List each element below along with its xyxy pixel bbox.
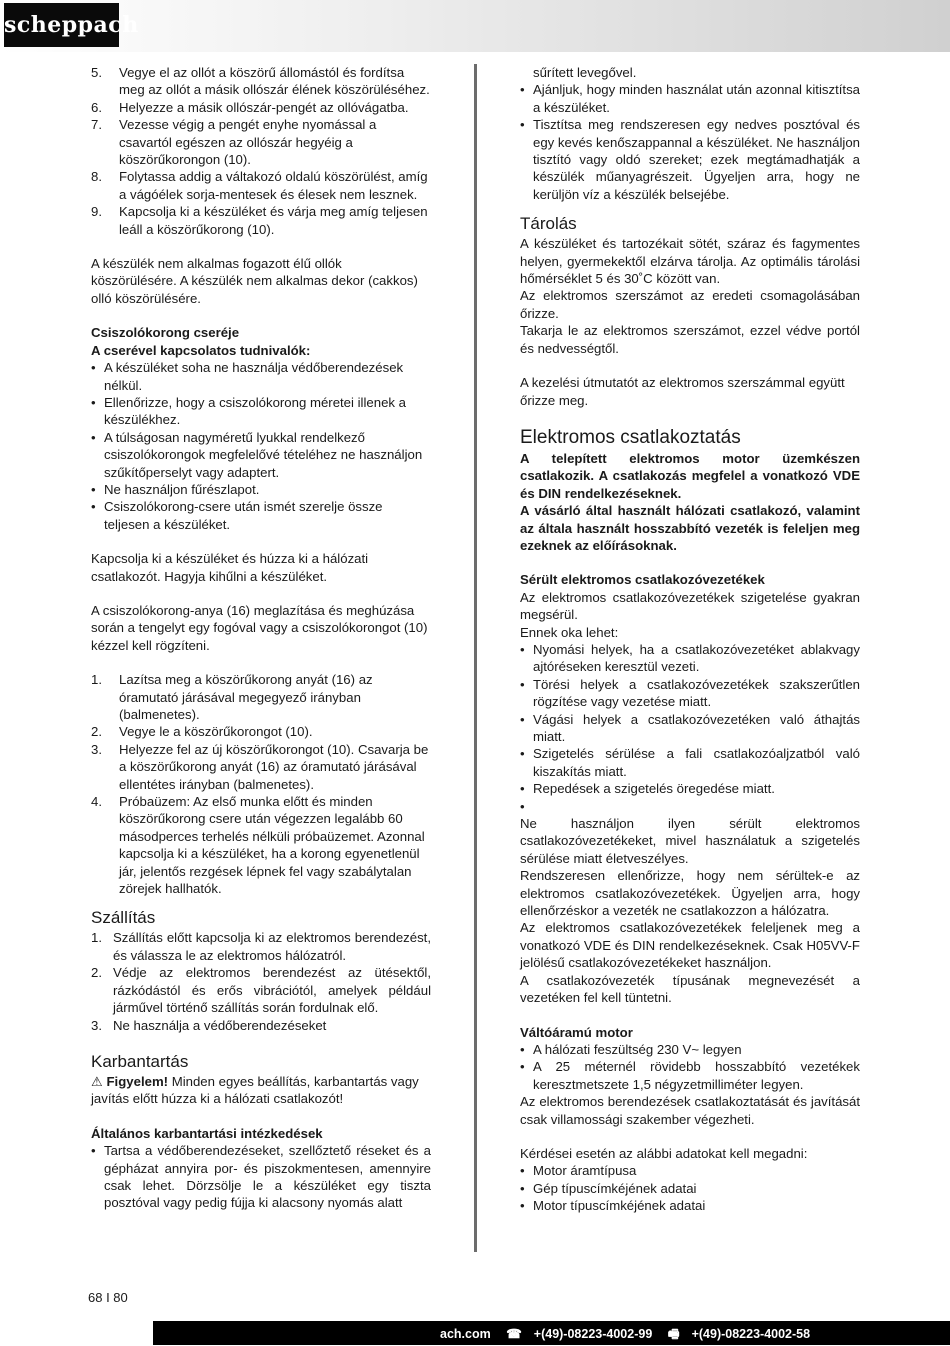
list-item: • Tisztítsa meg rendszeresen egy nedves posztóval és egy kevés kenőszappannal a készüléket. Ne használjon tisztító vagy oldó szereket; ezek megtámadhatják a készülék műanyagrészeit. Ügyeljen arra, hogy ne kerüljön víz a készülék belsejébe. [520, 117, 860, 202]
paragraph: Kapcsolja ki a készüléket és húzza ki a hálózati csatlakozót. Hagyja kihűlni a készüléket. [91, 551, 369, 584]
bullet-list [520, 81, 860, 203]
bullet-list [91, 359, 431, 533]
paragraph: Az elektromos csatlakozóvezetékek feleljenek meg a vonatkozó VDE és DIN rendelkezéseknek. Csak H05VV-F jelölésű csatlakozóvezetékeket használjon. [520, 920, 860, 971]
warning-triangle-icon: ⚠ [91, 1073, 103, 1089]
website-link[interactable]: ach.com [440, 1327, 491, 1341]
list-item: • Vágási helyek a csatlakozóvezetéken való áthajtás miatt. [520, 711, 860, 744]
list-item: 6. Helyezze a másik ollószár-pengét az ollóvágatba. [91, 99, 409, 115]
bullet-list [520, 1041, 860, 1093]
fax-icon: 🖷 [667, 1327, 680, 1341]
bullet-list [520, 1162, 860, 1214]
list-item: 2. Védje az elektromos berendezést az ütésektől, rázkódástól és erős vibrációtól, amelyek például járművel történő szállítás során fordulnak elő. [91, 965, 431, 1016]
column-divider [474, 64, 477, 1252]
list-item: • Ajánljuk, hogy minden használat után azonnal kitisztítsa a készüléket. [520, 82, 860, 115]
paragraph: A készüléket és tartozékait sötét, száraz és fagymentes helyen, gyermekektől elzárva tárolja. Az optimális tárolási hőmérséklet 5 és 30˚C között van. [520, 236, 860, 287]
left-column [91, 64, 431, 1212]
list-item: • Motor áramtípusa [520, 1163, 637, 1179]
list-item: • A 25 méternél rövidebb hosszabbító vezetékek keresztmetszete 1,5 négyzetmilliméter legyen. [520, 1059, 860, 1092]
section-heading-transport: Szállítás [91, 908, 156, 928]
list-item: 7. Vezesse végig a pengét enyhe nyomással a csavartól egészen az ollószár hegyéig a köszörűkorongon (10). [91, 117, 377, 168]
list-item: 5. Vegye el az ollót a köszörű állomástól és fordítsa meg az ollót a másik ollószár élének köszörüléséhez. [91, 65, 430, 98]
brand-logo: scheppach [4, 3, 119, 47]
section-subheading: A cserével kapcsolatos tudnivalók: [91, 342, 311, 358]
page-number: 68 I 80 [88, 1290, 128, 1305]
paragraph: Takarja le az elektromos szerszámot, ezzel védve portól és nedvességtől. [520, 323, 860, 356]
fax-number: +(49)-08223-4002-58 [691, 1327, 811, 1341]
list-item: • A túlságosan nagyméretű lyukkal rendelkező csiszolókorongok megfelelővé tételéhez ne használjon szűkítőperselyt vagy adaptert. [91, 429, 423, 480]
continued-text: sűrített levegővel. [533, 65, 637, 80]
list-item: • Repedések a szigetelés öregedése miatt. [520, 781, 775, 797]
steps-list-b [91, 671, 431, 897]
phone-icon: ☎ [506, 1327, 522, 1341]
list-item: • Csiszolókorong-csere után ismét szerelje össze teljesen a készüléket. [91, 499, 383, 532]
paragraph: A csatlakozóvezeték típusának megnevezését a vezetéken fel kell tüntetni. [520, 972, 860, 1006]
paragraph-bold: A vásárló által használt hálózati csatlakozó, valamint az általa használt hosszabbító vezeték is feleljen meg ezeknek az előírásoknak. [520, 503, 860, 553]
section-heading-maintenance: Karbantartás [91, 1051, 189, 1071]
page-header [0, 0, 950, 52]
list-item: • A hálózati feszültség 230 V~ legyen [520, 1041, 742, 1057]
paragraph: Ne használjon ilyen sérült elektromos csatlakozóvezetékeket, mivel használatuk a szigetelés sérülése miatt életveszélyes. [520, 816, 860, 866]
paragraph: Az elektromos csatlakozóvezetékek szigetelése gyakran megsérül. [520, 589, 860, 623]
section-heading-wheel-change: Csiszolókorong cseréje [91, 325, 240, 341]
warning-paragraph: ⚠ Figyelem! Minden egyes beállítás, karbantartás vagy javítás előtt húzza ki a hálózati csatlakozót! [91, 1073, 419, 1107]
paragraph: Kérdései esetén az alábbi adatokat kell megadni: [520, 1145, 808, 1161]
list-item: 9. Kapcsolja ki a készüléket és várja meg amíg teljesen leáll a köszörűkorong (10). [91, 204, 428, 237]
list-item: 8. Folytassa addig a váltakozó oldalú köszörülést, amíg a vágóélek sorja-mentesek és élesek nem lesznek. [91, 169, 428, 202]
section-heading-damaged-cables: Sérült elektromos csatlakozóvezetékek [520, 572, 765, 588]
list-item: • A készüléket soha ne használja védőberendezések nélkül. [91, 360, 404, 393]
paragraph: A csiszolókorong-anya (16) meglazítása és meghúzása során a tengelyt egy fogóval vagy a csiszolókorongot (10) kézzel kell rögzíteni. [91, 602, 428, 653]
footer-contact [440, 1325, 822, 1346]
section-heading-electrical: Elektromos csatlakoztatás [520, 426, 741, 448]
list-item: • Nyomási helyek, ha a csatlakozóvezetéket ablakvagy ajtóréseken keresztül vezeti. [520, 641, 860, 675]
list-item: • Gép típuscímkéjének adatai [520, 1180, 697, 1196]
list-item: 3. Helyezze fel az új köszörűkorongot (10). Csavarja be a köszörűkorong anyát (16) az óramutató járásával ellentétes irányban (balmenetes). [91, 741, 429, 792]
list-item: • [520, 798, 525, 814]
section-heading-storage: Tárolás [520, 214, 577, 234]
bullet-list [520, 641, 860, 815]
list-item: 1. Lazítsa meg a köszörűkorong anyát (16) az óramutató járásával megegyező irányban (balmenetes). [91, 672, 373, 722]
paragraph: A kezelési útmutatót az elektromos szerszámmal együtt őrizze meg. [520, 375, 845, 408]
list-item: 3. Ne használja a védőberendezéseket [91, 1017, 327, 1033]
list-item: • Motor típuscímkéjének adatai [520, 1198, 706, 1214]
note-paragraph: A készülék nem alkalmas fogazott élű ollók köszörülésére. A készülék nem alkalmas dekor (cakkos) olló köszörülésére. [91, 256, 418, 306]
list-item: • Ne használjon fűrészlapot. [91, 481, 260, 497]
paragraph: Rendszeresen ellenőrizze, hogy nem sérültek-e az elektromos csatlakozóvezetékek. Ügyeljen arra, hogy ellenőrzéskor a vezeték ne csatlakozzon a hálózatra. [520, 868, 860, 919]
paragraph: Az elektromos szerszámot az eredeti csomagolásában őrizze. [520, 288, 860, 321]
list-item: 2. Vegye le a köszörűkorongot (10). [91, 724, 313, 740]
paragraph: Az elektromos berendezések csatlakoztatását és javítását csak villamossági szakember végezheti. [520, 1094, 860, 1127]
list-item: 1. Szállítás előtt kapcsolja ki az elektromos berendezést, és válassza le az elektromos hálózatról. [91, 930, 431, 963]
list-item: • Tartsa a védőberendezéseket, szellőztető réseket és a gépházat annyira por- és piszokmentesen, amennyire csak lehet. Dörzsölje le a készüléket egy tiszta posztóval vagy pedig fújja ki alacsony nyomás alatt [91, 1143, 431, 1211]
list-item: • Szigetelés sérülése a fali csatlakozóaljzatból való kiszakítás miatt. [520, 746, 860, 779]
list-item: 4. Próbaüzem: Az első munka előtt és minden köszörűkorong csere után végezzen legalább 60 másodperces terhelés nélküli próbaüzemet. Azonnal kapcsolja ki a készüléket, ha a korong egyenetlenül jár, jelentős rezgések lépnek fel vagy szabálytalan zörejek hallhatók. [91, 794, 425, 897]
steps-list-a [91, 64, 431, 238]
section-heading-general-maintenance: Általános karbantartási intézkedések [91, 1125, 323, 1141]
phone-number: +(49)-08223-4002-99 [533, 1327, 653, 1341]
transport-list [91, 929, 431, 1033]
right-column [520, 64, 860, 1215]
list-item: • Ellenőrizze, hogy a csiszolókorong méretei illenek a készülékhez. [91, 394, 406, 428]
paragraph-bold: A telepített elektromos motor üzemkészen csatlakozik. A csatlakozás megfelel a vonatkozó VDE és DIN rendelkezéseknek. [520, 450, 860, 501]
section-heading-ac-motor: Váltóáramú motor [520, 1024, 633, 1040]
list-item: • Törési helyek a csatlakozóvezetékek szakszerűtlen rögzítése vagy vezetése miatt. [520, 676, 860, 710]
paragraph: Ennek oka lehet: [520, 624, 619, 640]
